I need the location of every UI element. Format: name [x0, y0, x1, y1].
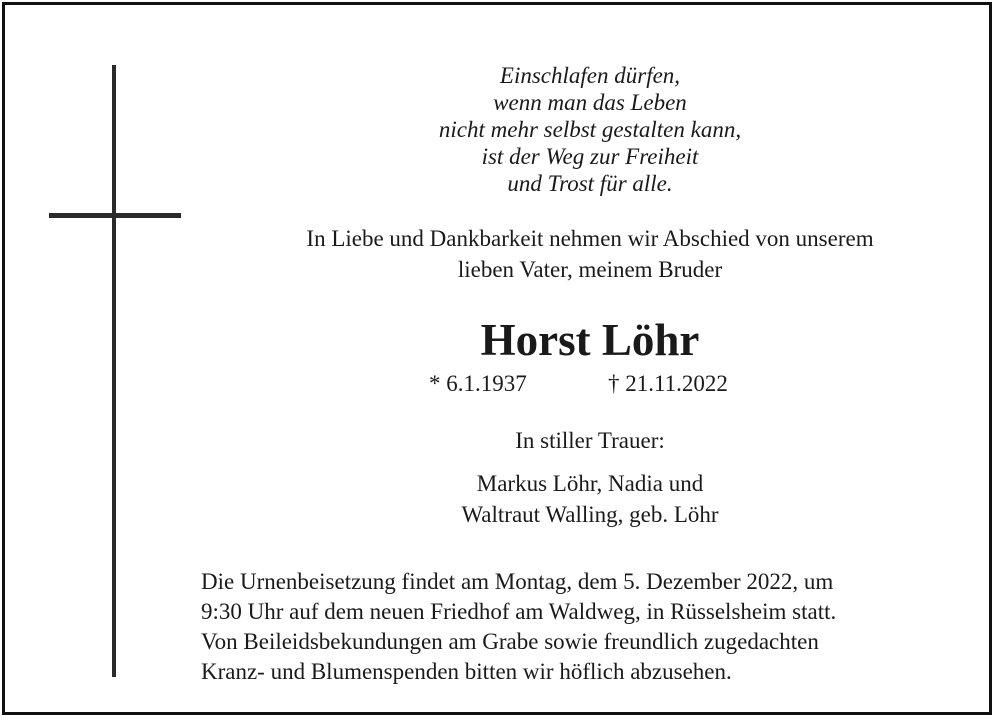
death-date: † 21.11.2022	[608, 371, 728, 396]
poem-line: ist der Weg zur Freiheit	[481, 144, 699, 169]
mourner-line: Waltraut Walling, geb. Löhr	[461, 502, 719, 527]
farewell-intro	[205, 223, 975, 285]
cross-icon-horizontal-beam	[49, 213, 181, 218]
mourners-list	[305, 468, 875, 530]
poem-line: nicht mehr selbst gestalten kann,	[438, 117, 742, 142]
birth-date: * 6.1.1937	[429, 371, 527, 396]
poem-line: wenn man das Leben	[493, 90, 687, 115]
notice-line: Von Beileidsbekundungen am Grabe sowie freundlich zugedachten	[201, 629, 819, 654]
obituary-frame	[2, 2, 992, 715]
poem	[345, 62, 835, 197]
intro-line: lieben Vater, meinem Bruder	[457, 257, 723, 282]
burial-notice	[201, 567, 991, 687]
notice-line: 9:30 Uhr auf dem neuen Friedhof am Waldweg, in Rüsselsheim statt.	[201, 599, 837, 624]
notice-line: Die Urnenbeisetzung findet am Montag, dem 5. Dezember 2022, um	[201, 569, 834, 594]
poem-line: und Trost für alle.	[507, 171, 673, 196]
cross-icon-vertical-beam	[112, 65, 116, 677]
deceased-name: Horst Löhr	[480, 315, 700, 365]
life-dates	[305, 369, 875, 399]
mourner-line: Markus Löhr, Nadia und	[476, 471, 704, 496]
mourning-label: In stiller Trauer:	[515, 428, 665, 453]
intro-line: In Liebe und Dankbarkeit nehmen wir Abschied von unserem	[306, 226, 874, 251]
notice-line: Kranz- und Blumenspenden bitten wir höflich abzusehen.	[201, 659, 732, 684]
poem-line: Einschlafen dürfen,	[499, 63, 681, 88]
